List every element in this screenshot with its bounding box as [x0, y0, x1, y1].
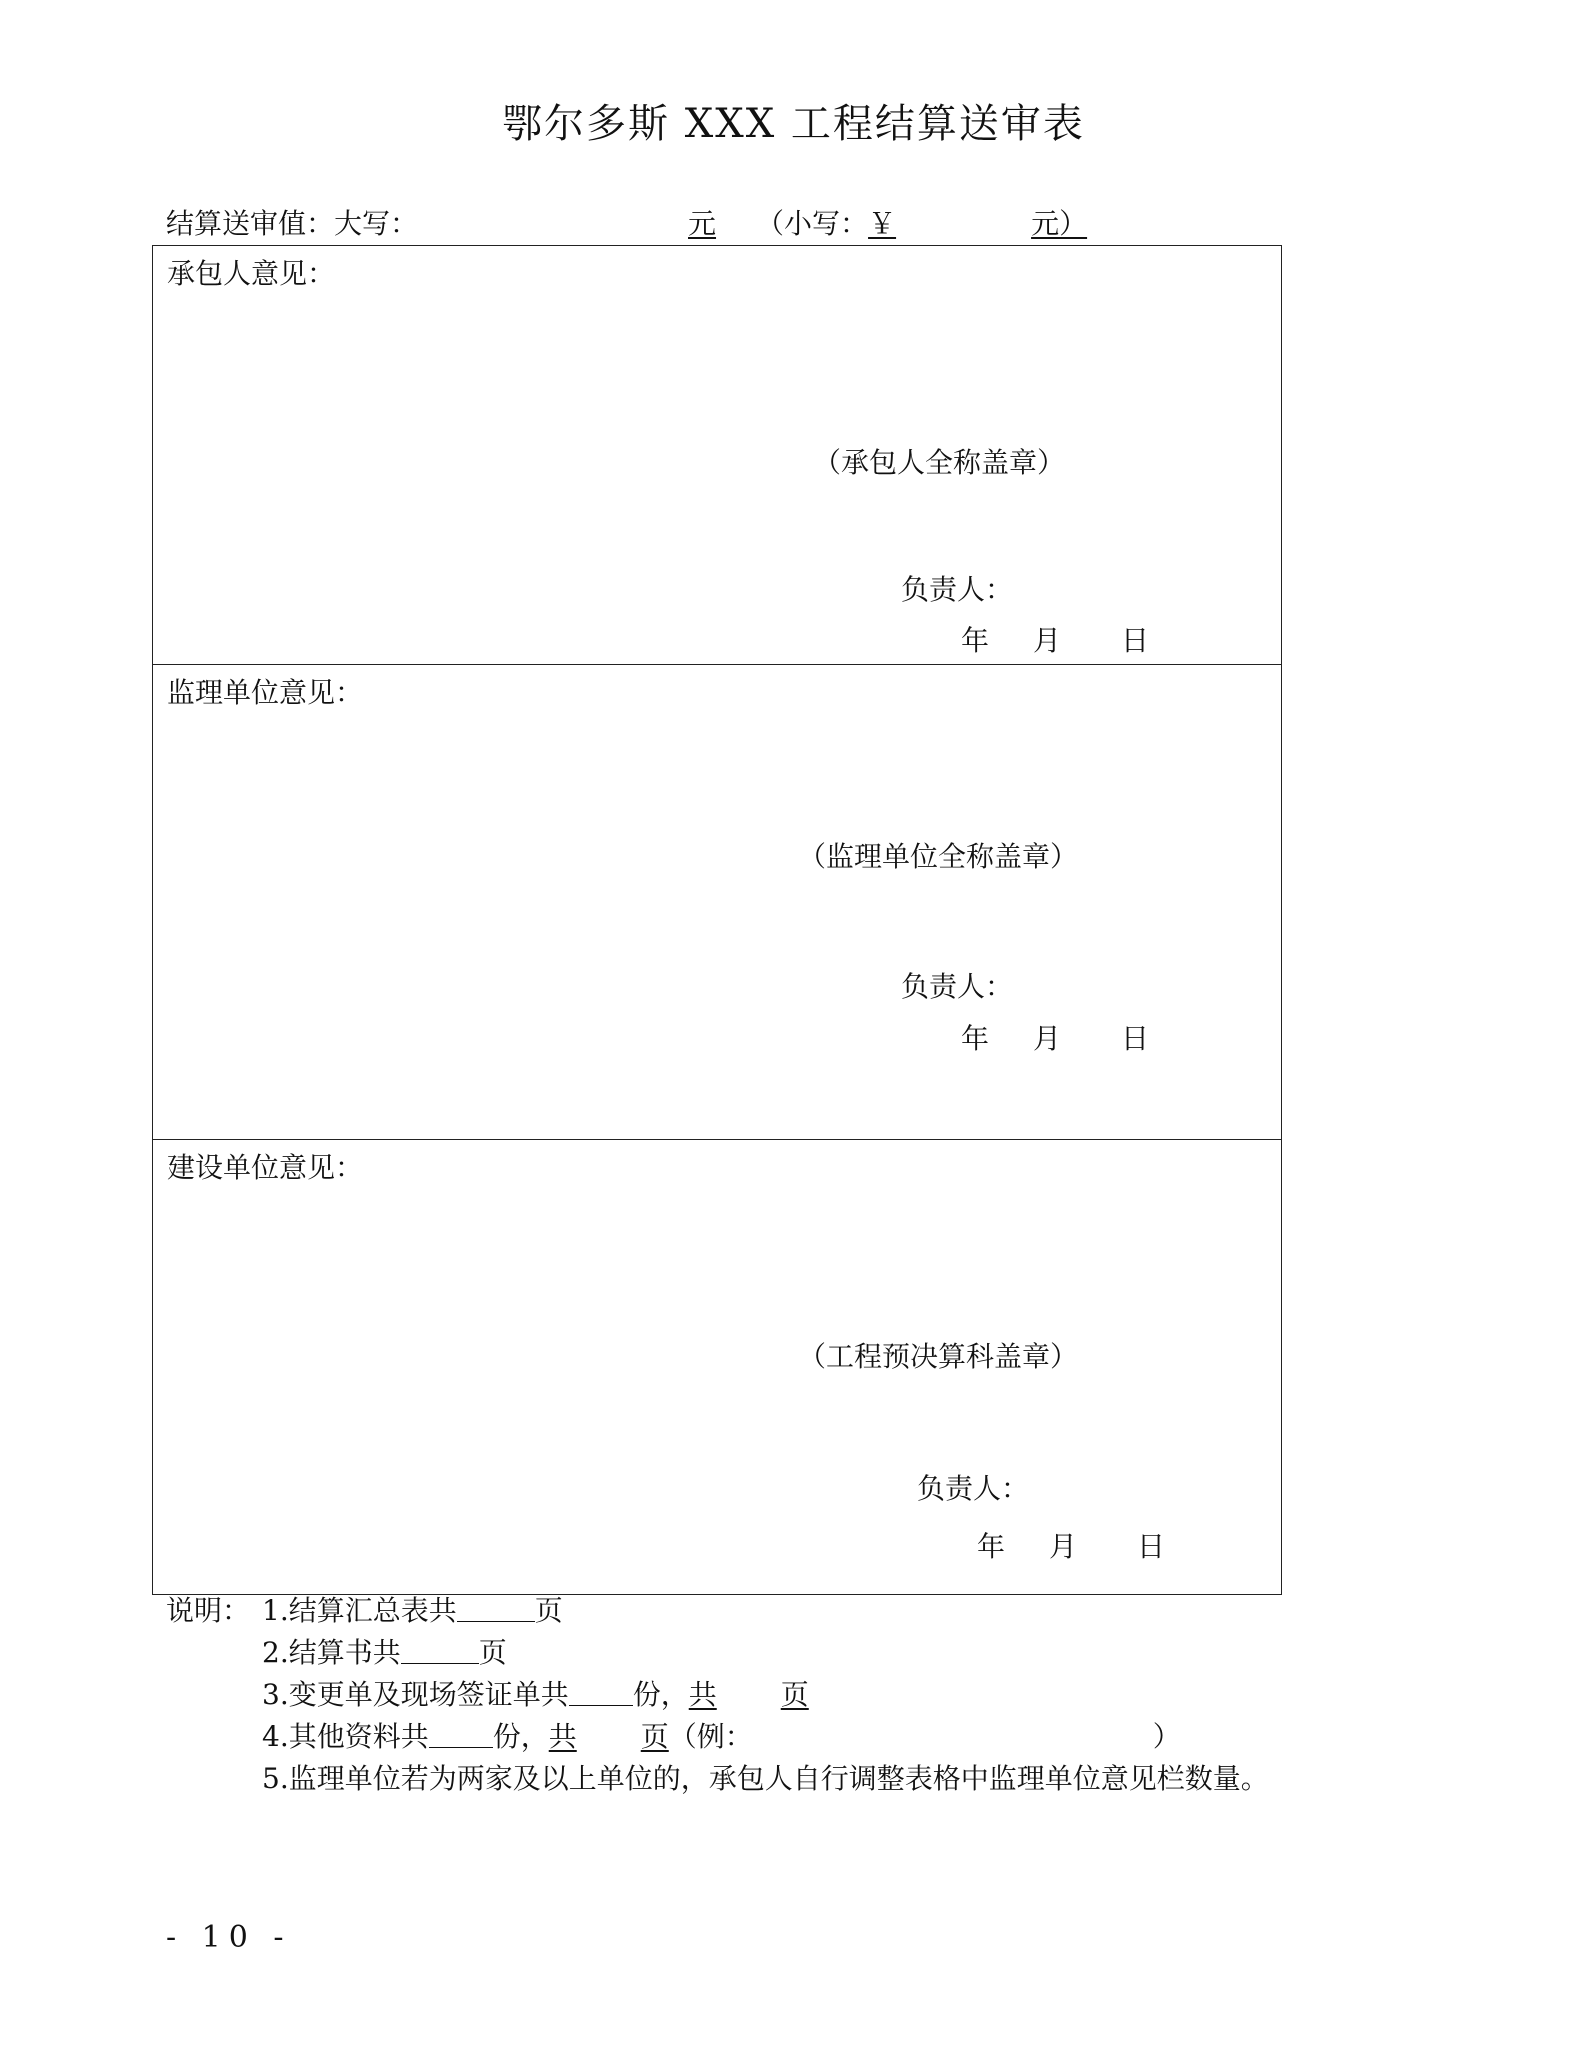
blank-field [401, 1633, 479, 1664]
date-day: 日 [1121, 624, 1150, 657]
settlement-amount-line [166, 202, 1087, 242]
signer-label: 负责人： [917, 1472, 1030, 1505]
blank-field [457, 1591, 535, 1622]
supervisor-opinion-section [153, 664, 1281, 1139]
date-year: 年 [961, 624, 990, 657]
notes-prefix: 说明： [166, 1594, 251, 1627]
date-month: 月 [1033, 624, 1062, 657]
page-title: 鄂尔多斯 XXX 工程结算送审表 [502, 101, 1085, 147]
signer-label: 负责人： [901, 573, 1014, 606]
section-label: 承包人意见： [167, 257, 336, 290]
section-label: 监理单位意见： [167, 676, 364, 709]
contractor-opinion-section [153, 246, 1281, 664]
date-year: 年 [961, 1022, 990, 1055]
blank-field [429, 1717, 493, 1748]
amount-small-open: （小写： [756, 207, 869, 240]
amount-in-words-field: 元 [688, 207, 717, 240]
date-line [961, 619, 1149, 659]
seal-note: （承包人全称盖章） [813, 446, 1066, 479]
date-day: 日 [1121, 1022, 1150, 1055]
amount-label: 结算送审值：大写： [166, 207, 419, 240]
owner-opinion-section [153, 1139, 1281, 1594]
date-line [977, 1525, 1165, 1565]
seal-note: （监理单位全称盖章） [798, 840, 1079, 873]
seal-note: （工程预决算科盖章） [798, 1340, 1079, 1373]
date-year: 年 [977, 1530, 1006, 1563]
date-day: 日 [1137, 1530, 1166, 1563]
amount-in-figures-field: ￥ 元） [868, 207, 1088, 240]
signer-label: 负责人： [901, 970, 1014, 1003]
blank-field [569, 1675, 633, 1706]
date-month: 月 [1033, 1022, 1062, 1055]
section-label: 建设单位意见： [167, 1151, 364, 1184]
date-month: 月 [1049, 1530, 1078, 1563]
date-line [961, 1017, 1149, 1057]
review-table [152, 245, 1282, 1595]
page-number: - 10 - [166, 1920, 292, 1955]
